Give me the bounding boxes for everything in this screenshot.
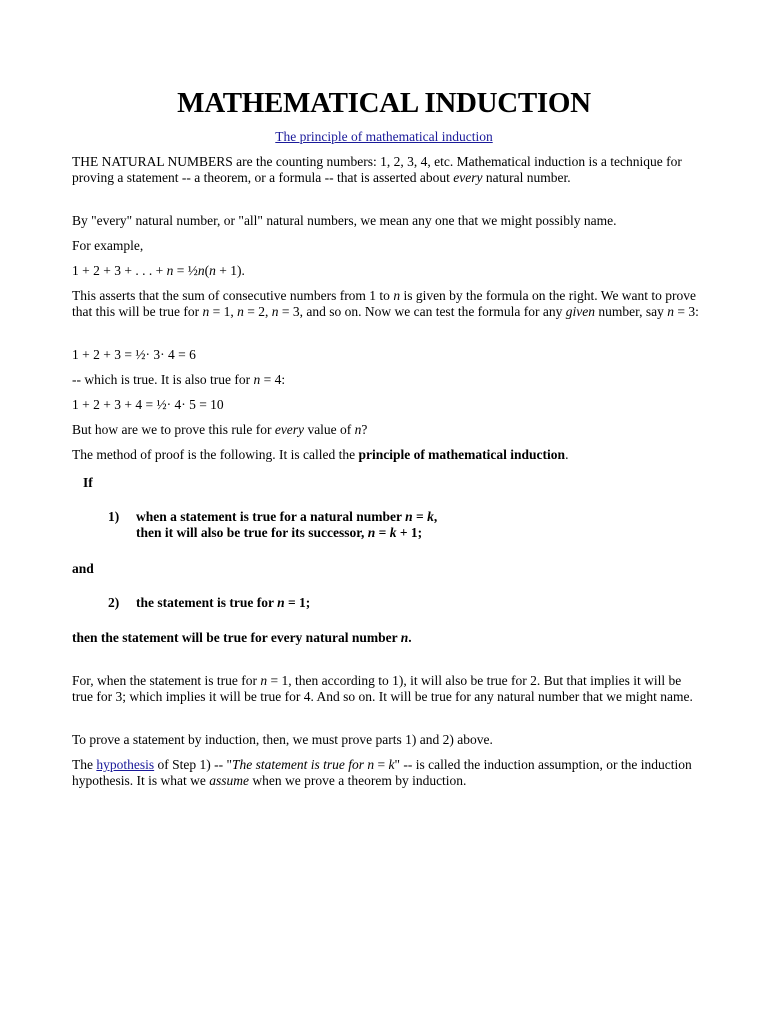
- paragraph-explanation: For, when the statement is true for n = 1, then according to 1), it will also be true for 2. But that implies it will be true for 3; which implies it will be true for 4. And so on. It will be true for any natural number that we might name.: [72, 673, 693, 704]
- conclusion-statement: then the statement will be true for every natural number n.: [72, 630, 412, 645]
- principle-link[interactable]: The principle of mathematical induction: [275, 129, 493, 144]
- paragraph-natural-numbers: THE NATURAL NUMBERS are the counting numbers: 1, 2, 3, 4, etc. Mathematical induction is a technique for proving a statement -- a theorem, or a formula -- that is asserted about every natural number.: [72, 154, 682, 185]
- if-label: If: [83, 475, 93, 490]
- and-label: and: [72, 561, 94, 576]
- step1-statement: [136, 509, 696, 541]
- equation-n3: 1 + 2 + 3 = ½· 3· 4 = 6: [72, 347, 196, 362]
- step1-number: 1): [108, 509, 120, 524]
- step1-line2: then it will also be true for its successor, n = k + 1;: [136, 525, 423, 540]
- sum-formula: 1 + 2 + 3 + . . . + n = ½n(n + 1).: [72, 263, 245, 278]
- hypothesis-link[interactable]: hypothesis: [96, 757, 155, 772]
- subtitle-container: [0, 129, 768, 145]
- step2-statement: the statement is true for n = 1;: [136, 595, 311, 610]
- page-title: MATHEMATICAL INDUCTION: [177, 87, 591, 119]
- paragraph-sum-assertion: This asserts that the sum of consecutive numbers from 1 to n is given by the formula on the right. We want to prove that this will be true for n = 1, n = 2, n = 3, and so on. Now we can test the formula for any given number, say n = 3:: [72, 288, 699, 319]
- paragraph-for-example: For example,: [72, 238, 144, 253]
- paragraph-method-of-proof: The method of proof is the following. It is called the principle of mathematical induction.: [72, 447, 569, 462]
- paragraph-prove-parts: To prove a statement by induction, then, we must prove parts 1) and 2) above.: [72, 732, 493, 747]
- step1-line1: when a statement is true for a natural number n = k,: [136, 509, 438, 524]
- step2-number: 2): [108, 595, 120, 610]
- equation-n4: 1 + 2 + 3 + 4 = ½· 4· 5 = 10: [72, 397, 224, 412]
- paragraph-every-definition: By "every" natural number, or "all" natural numbers, we mean any one that we might possibly name.: [72, 213, 617, 228]
- paragraph-hypothesis: The hypothesis of Step 1) -- "The statement is true for n = k" -- is called the induction assumption, or the induction hypothesis. It is what we assume when we prove a theorem by induction.: [72, 757, 692, 788]
- paragraph-true-for-4: -- which is true. It is also true for n = 4:: [72, 372, 286, 387]
- paragraph-how-to-prove: But how are we to prove this rule for every value of n?: [72, 422, 368, 437]
